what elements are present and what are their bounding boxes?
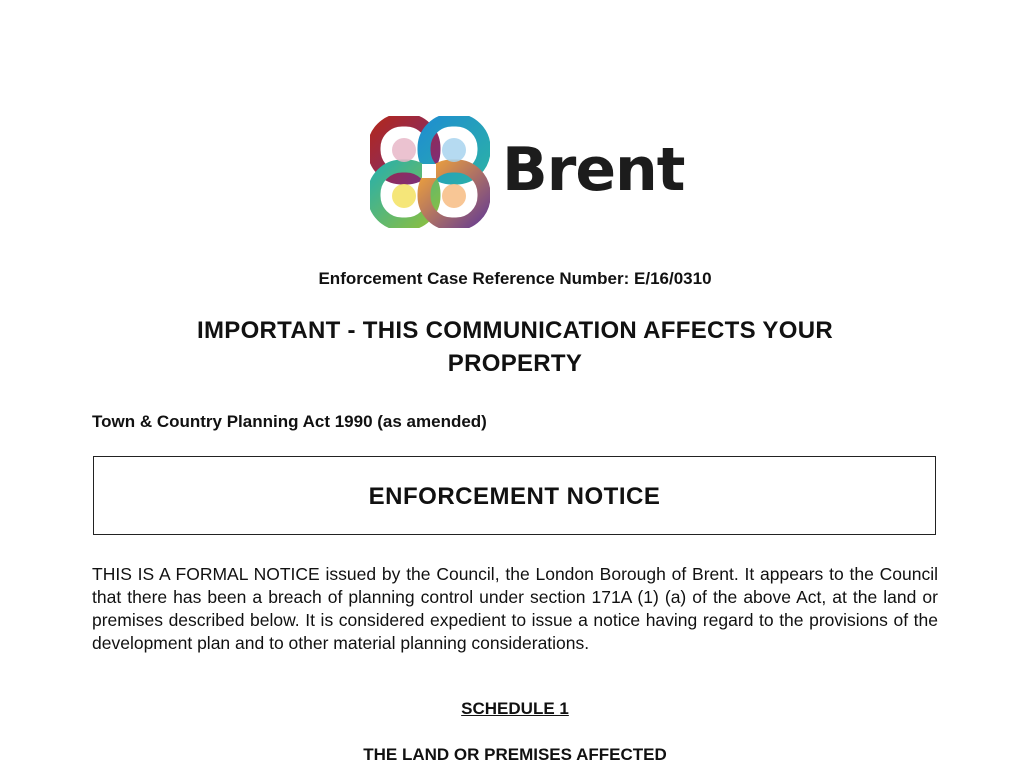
formal-notice-paragraph: THIS IS A FORMAL NOTICE issued by the Council, the London Borough of Brent. It appears to the Council that there has been a breach of planning control under section 171A (1) (a) of the above Act, at the land or premises described below. It is considered expedient to issue a notice having regard to the provisions of the development plan and to other material planning considerations. <box>92 564 938 653</box>
enforcement-case-reference: Enforcement Case Reference Number: E/16/0310 <box>318 269 712 288</box>
enforcement-notice-box <box>93 456 936 535</box>
enforcement-notice-title: ENFORCEMENT NOTICE <box>368 483 661 510</box>
brent-logo-emblem-icon <box>370 116 490 228</box>
schedule-heading: SCHEDULE 1 <box>461 699 569 718</box>
act-title: Town & Country Planning Act 1990 (as amended) <box>92 412 487 431</box>
schedule-subheading: THE LAND OR PREMISES AFFECTED <box>363 745 667 764</box>
brent-logo-wordmark: Brent <box>502 135 685 205</box>
important-heading: IMPORTANT - THIS COMMUNICATION AFFECTS YOUR PROPERTY <box>197 317 833 377</box>
brent-logo <box>370 116 685 228</box>
